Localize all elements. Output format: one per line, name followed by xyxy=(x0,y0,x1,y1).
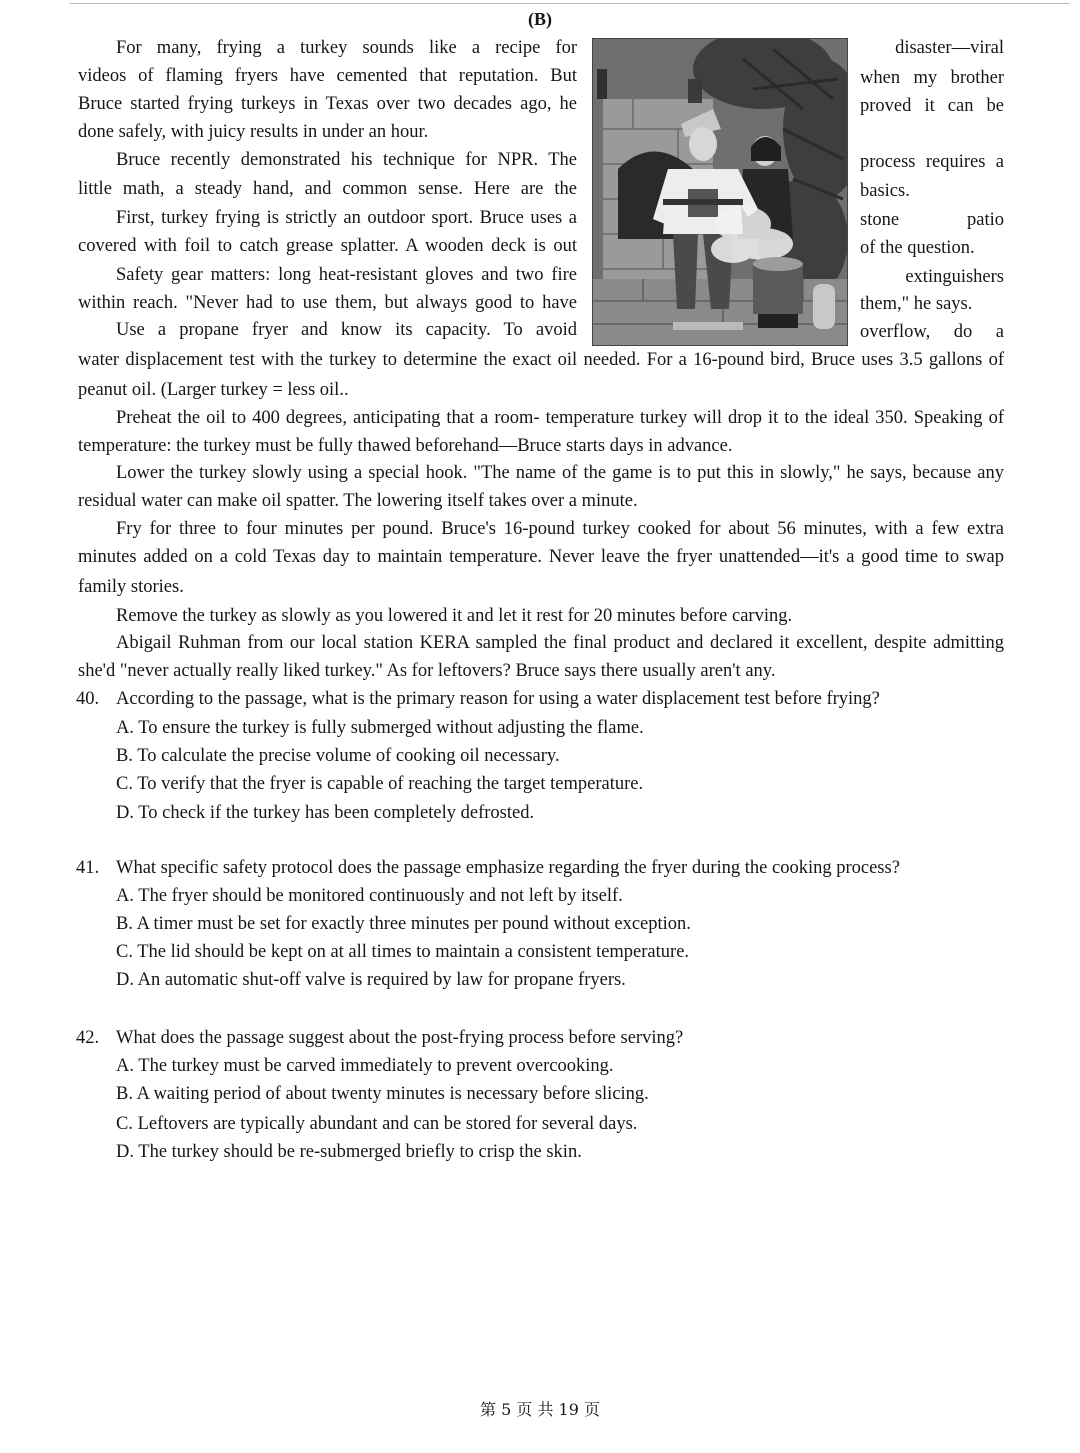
passage-line: within reach. "Never had to use them, but always good to have xyxy=(78,293,577,313)
question-number: 40. xyxy=(76,689,100,709)
page-footer: 第 5 页 共 19 页 xyxy=(480,1400,600,1419)
answer-option[interactable]: C. Leftovers are typically abundant and can be stored for several days. xyxy=(116,1114,638,1134)
answer-option[interactable]: C. To verify that the fryer is capable of reaching the target temperature. xyxy=(116,774,644,794)
passage-line: proved it can be xyxy=(860,96,1004,116)
answer-option[interactable]: A. The fryer should be monitored continuously and not left by itself. xyxy=(116,886,623,906)
passage-line: overflow, do a xyxy=(860,322,1004,342)
passage-line: Abigail Ruhman from our local station KERA sampled the final product and declared it excellent, despite admitting xyxy=(116,633,1004,653)
turkey-fryer-photo xyxy=(592,38,848,346)
question-number: 42. xyxy=(76,1028,100,1048)
passage-line: Lower the turkey slowly using a special hook. "The name of the game is to put this in slowly," he says, because any xyxy=(116,463,1004,483)
passage-line: Fry for three to four minutes per pound. Bruce's 16-pound turkey cooked for about 56 minutes, with a few extra xyxy=(116,519,1004,539)
passage-line: For many, frying a turkey sounds like a recipe for xyxy=(116,38,577,58)
answer-option[interactable]: D. To check if the turkey has been completely defrosted. xyxy=(116,803,535,823)
passage-line: family stories. xyxy=(78,577,184,597)
passage-line: First, turkey frying is strictly an outdoor sport. Bruce uses a xyxy=(116,208,577,228)
passage-line: minutes added on a cold Texas day to maintain temperature. Never leave the fryer unattended—it's a good time to swap xyxy=(78,547,1004,567)
passage-line: process requires a xyxy=(860,152,1004,172)
passage-line: when my brother xyxy=(860,68,1004,88)
section-label: (B) xyxy=(528,9,552,29)
question-stem: According to the passage, what is the primary reason for using a water displacement test before frying? xyxy=(116,689,880,709)
passage-line: done safely, with juicy results in under an hour. xyxy=(78,122,429,142)
passage-line: she'd "never actually really liked turkey." As for leftovers? Bruce says there usually aren't any. xyxy=(78,661,776,681)
passage-line: covered with foil to catch grease splatter. A wooden deck is out xyxy=(78,236,577,256)
answer-option[interactable]: A. The turkey must be carved immediately to prevent overcooking. xyxy=(116,1056,614,1076)
question-stem: What specific safety protocol does the passage emphasize regarding the fryer during the cooking process? xyxy=(116,858,900,878)
passage-line: peanut oil. (Larger turkey = less oil.. xyxy=(78,380,349,400)
passage-line: Remove the turkey as slowly as you lowered it and let it rest for 20 minutes before carving. xyxy=(116,606,793,626)
passage-line: of the question. xyxy=(860,238,975,258)
passage-line: Safety gear matters: long heat-resistant gloves and two fire xyxy=(116,265,577,285)
question-stem: What does the passage suggest about the post-frying process before serving? xyxy=(116,1028,684,1048)
passage-line: stone patio xyxy=(860,210,1004,230)
passage-line: Bruce started frying turkeys in Texas over two decades ago, he xyxy=(78,94,577,114)
answer-option[interactable]: A. To ensure the turkey is fully submerged without adjusting the flame. xyxy=(116,718,644,738)
passage-line: videos of flaming fryers have cemented that reputation. But xyxy=(78,66,577,86)
passage-line: Preheat the oil to 400 degrees, anticipating that a room- temperature turkey will drop it to the ideal 350. Speaking of xyxy=(116,408,1004,428)
answer-option[interactable]: B. To calculate the precise volume of cooking oil necessary. xyxy=(116,746,560,766)
passage-line: disaster—viral xyxy=(895,38,1004,58)
top-rule xyxy=(70,3,1070,4)
question-number: 41. xyxy=(76,858,100,878)
passage-line: water displacement test with the turkey to determine the exact oil needed. For a 16-pound bird, Bruce uses 3.5 gallons of xyxy=(78,350,1004,370)
answer-option[interactable]: B. A timer must be set for exactly three minutes per pound without exception. xyxy=(116,914,691,934)
passage-line: temperature: the turkey must be fully thawed beforehand—Bruce starts days in advance. xyxy=(78,436,733,456)
passage-line: Bruce recently demonstrated his technique for NPR. The xyxy=(116,150,577,170)
answer-option[interactable]: D. An automatic shut-off valve is required by law for propane fryers. xyxy=(116,970,626,990)
answer-option[interactable]: B. A waiting period of about twenty minutes is necessary before slicing. xyxy=(116,1084,649,1104)
passage-line: residual water can make oil spatter. The lowering itself takes over a minute. xyxy=(78,491,638,511)
passage-line: Use a propane fryer and know its capacity. To avoid xyxy=(116,320,577,340)
answer-option[interactable]: C. The lid should be kept on at all times to maintain a consistent temperature. xyxy=(116,942,690,962)
passage-line: extinguishers xyxy=(905,267,1004,287)
passage-line: them," he says. xyxy=(860,294,973,314)
passage-line: little math, a steady hand, and common sense. Here are the xyxy=(78,179,577,199)
passage-line: basics. xyxy=(860,181,910,201)
answer-option[interactable]: D. The turkey should be re-submerged briefly to crisp the skin. xyxy=(116,1142,582,1162)
